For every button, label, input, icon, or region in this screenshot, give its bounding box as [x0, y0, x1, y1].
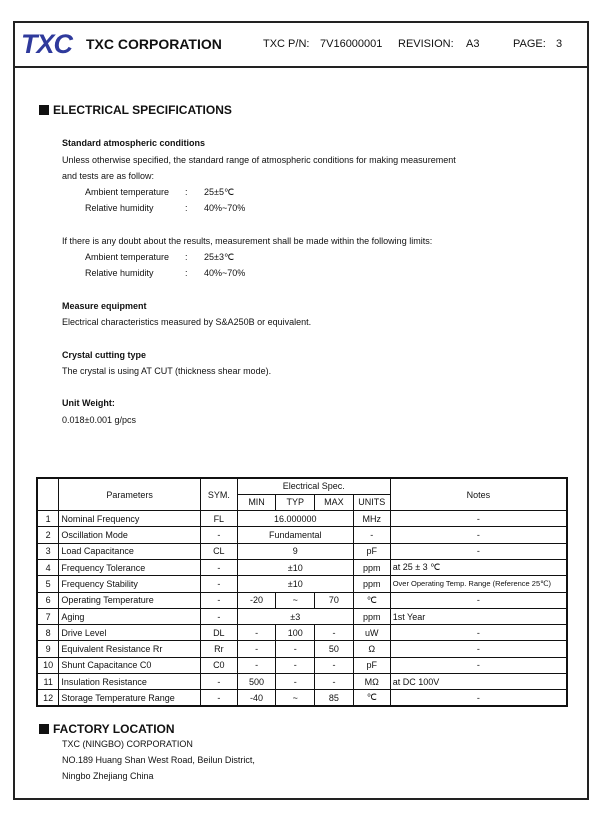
page-label: PAGE: [513, 38, 546, 50]
parameter-name: Load Capacitance [59, 543, 201, 559]
max-value: - [315, 657, 354, 673]
factory-section-title: FACTORY LOCATION [39, 722, 175, 736]
symbol: - [200, 559, 237, 575]
header-no-cell [37, 478, 59, 511]
header-electrical-spec: Electrical Spec. [237, 478, 390, 494]
notes: at DC 100V [390, 674, 567, 690]
measure-heading: Measure equipment [62, 301, 147, 311]
notes: - [390, 543, 567, 559]
typ-value: ~ [276, 690, 315, 706]
min-value: - [237, 641, 276, 657]
typ-value: ~ [276, 592, 315, 608]
max-value: 50 [315, 641, 354, 657]
weight-text: 0.018±0.001 g/pcs [62, 415, 136, 425]
revision-label: REVISION: [398, 38, 454, 50]
pn-value: 7V16000001 [320, 38, 383, 50]
doubt-hum-label: Relative humidity [85, 268, 154, 278]
max-value: - [315, 674, 354, 690]
symbol: CL [200, 543, 237, 559]
parameter-name: Oscillation Mode [59, 527, 201, 543]
parameter-name: Frequency Tolerance [59, 559, 201, 575]
table-row [37, 608, 567, 624]
notes: - [390, 690, 567, 706]
measure-text: Electrical characteristics measured by S&A250B or equivalent. [62, 317, 312, 327]
header-parameters: Parameters [59, 478, 201, 511]
row-number: 5 [37, 576, 59, 592]
bullet-square-icon [39, 724, 49, 734]
std-hum-label: Relative humidity [85, 203, 154, 213]
txc-logo: TXC [21, 29, 72, 59]
row-number: 2 [37, 527, 59, 543]
doubt-line: If there is any doubt about the results, measurement shall be made within the following limits: [62, 236, 433, 246]
colon: : [185, 252, 188, 262]
spec-value: ±10 [237, 576, 353, 592]
electrical-section-title: ELECTRICAL SPECIFICATIONS [39, 103, 232, 117]
table-row [37, 559, 567, 575]
header-sym: SYM. [200, 478, 237, 511]
std-line2: and tests are as follow: [62, 171, 155, 181]
table-row [37, 674, 567, 690]
symbol: - [200, 608, 237, 624]
typ-value: - [276, 641, 315, 657]
factory-line2: NO.189 Huang Shan West Road, Beilun District, [62, 755, 255, 765]
colon: : [185, 268, 188, 278]
std-heading: Standard atmospheric conditions [62, 138, 206, 148]
table-row [37, 641, 567, 657]
row-number: 4 [37, 559, 59, 575]
table-row [37, 527, 567, 543]
units: ℃ [353, 592, 390, 608]
max-value: 85 [315, 690, 354, 706]
table-header-row [37, 478, 567, 494]
table-row [37, 657, 567, 673]
symbol: - [200, 527, 237, 543]
std-temp-value: 25±5℃ [204, 187, 235, 197]
pn-label: TXC P/N: [263, 38, 310, 50]
colon: : [185, 203, 188, 213]
cut-heading: Crystal cutting type [62, 350, 147, 360]
spec-value: 9 [237, 543, 353, 559]
min-value: - [237, 657, 276, 673]
factory-line1: TXC (NINGBO) CORPORATION [62, 739, 193, 749]
page-header [15, 23, 587, 68]
units: pF [353, 543, 390, 559]
units: MΩ [353, 674, 390, 690]
page-frame [13, 21, 589, 800]
typ-value: - [276, 657, 315, 673]
table-row [37, 625, 567, 641]
parameter-name: Storage Temperature Range [59, 690, 201, 706]
parameter-name: Drive Level [59, 625, 201, 641]
row-number: 12 [37, 690, 59, 706]
row-number: 9 [37, 641, 59, 657]
typ-value: 100 [276, 625, 315, 641]
row-number: 8 [37, 625, 59, 641]
parameter-name: Frequency Stability [59, 576, 201, 592]
electrical-spec-table [36, 477, 568, 707]
symbol: - [200, 576, 237, 592]
table-row [37, 592, 567, 608]
factory-line3: Ningbo Zhejiang China [62, 771, 154, 781]
max-value: - [315, 625, 354, 641]
header-min: MIN [237, 494, 276, 510]
units: uW [353, 625, 390, 641]
row-number: 11 [37, 674, 59, 690]
weight-heading: Unit Weight: [62, 398, 115, 408]
symbol: FL [200, 511, 237, 527]
spec-value: ±10 [237, 559, 353, 575]
units: ppm [353, 559, 390, 575]
row-number: 6 [37, 592, 59, 608]
symbol: Rr [200, 641, 237, 657]
header-typ: TYP [276, 494, 315, 510]
spec-value: 16.000000 [237, 511, 353, 527]
std-line1: Unless otherwise specified, the standard range of atmospheric conditions for making measurement [62, 155, 456, 165]
typ-value: - [276, 674, 315, 690]
parameter-name: Nominal Frequency [59, 511, 201, 527]
notes: - [390, 511, 567, 527]
symbol: - [200, 674, 237, 690]
colon: : [185, 187, 188, 197]
notes: - [390, 625, 567, 641]
units: pF [353, 657, 390, 673]
units: ppm [353, 576, 390, 592]
notes: - [390, 641, 567, 657]
row-number: 1 [37, 511, 59, 527]
header-max: MAX [315, 494, 354, 510]
min-value: -40 [237, 690, 276, 706]
units: Ω [353, 641, 390, 657]
table-row [37, 690, 567, 706]
table-row [37, 543, 567, 559]
doubt-hum-value: 40%~70% [204, 268, 246, 278]
doubt-temp-value: 25±3℃ [204, 252, 235, 262]
std-temp-label: Ambient temperature [85, 187, 170, 197]
symbol: DL [200, 625, 237, 641]
std-hum-value: 40%~70% [204, 203, 246, 213]
header-notes: Notes [390, 478, 567, 511]
notes: 1st Year [390, 608, 567, 624]
page-number: 3 [556, 38, 563, 50]
parameter-name: Equivalent Resistance Rr [59, 641, 201, 657]
parameter-name: Operating Temperature [59, 592, 201, 608]
row-number: 10 [37, 657, 59, 673]
min-value: - [237, 625, 276, 641]
notes: at 25 ± 3 ℃ [390, 559, 567, 575]
notes: - [390, 592, 567, 608]
row-number: 7 [37, 608, 59, 624]
symbol: - [200, 592, 237, 608]
parameter-name: Shunt Capacitance C0 [59, 657, 201, 673]
cut-text: The crystal is using AT CUT (thickness shear mode). [62, 366, 272, 376]
min-value: -20 [237, 592, 276, 608]
revision-value: A3 [466, 38, 480, 50]
spec-value: ±3 [237, 608, 353, 624]
units: ppm [353, 608, 390, 624]
parameter-name: Insulation Resistance [59, 674, 201, 690]
min-value: 500 [237, 674, 276, 690]
max-value: 70 [315, 592, 354, 608]
company-name: TXC CORPORATION [86, 36, 222, 52]
spec-value: Fundamental [237, 527, 353, 543]
notes: - [390, 527, 567, 543]
symbol: - [200, 690, 237, 706]
header-units: UNITS [353, 494, 390, 510]
units: - [353, 527, 390, 543]
doubt-temp-label: Ambient temperature [85, 252, 170, 262]
table-row [37, 576, 567, 592]
notes: Over Operating Temp. Range (Reference 25℃) [390, 576, 567, 592]
units: ℃ [353, 690, 390, 706]
table-row [37, 511, 567, 527]
units: MHz [353, 511, 390, 527]
notes: - [390, 657, 567, 673]
parameter-name: Aging [59, 608, 201, 624]
symbol: C0 [200, 657, 237, 673]
row-number: 3 [37, 543, 59, 559]
bullet-square-icon [39, 105, 49, 115]
